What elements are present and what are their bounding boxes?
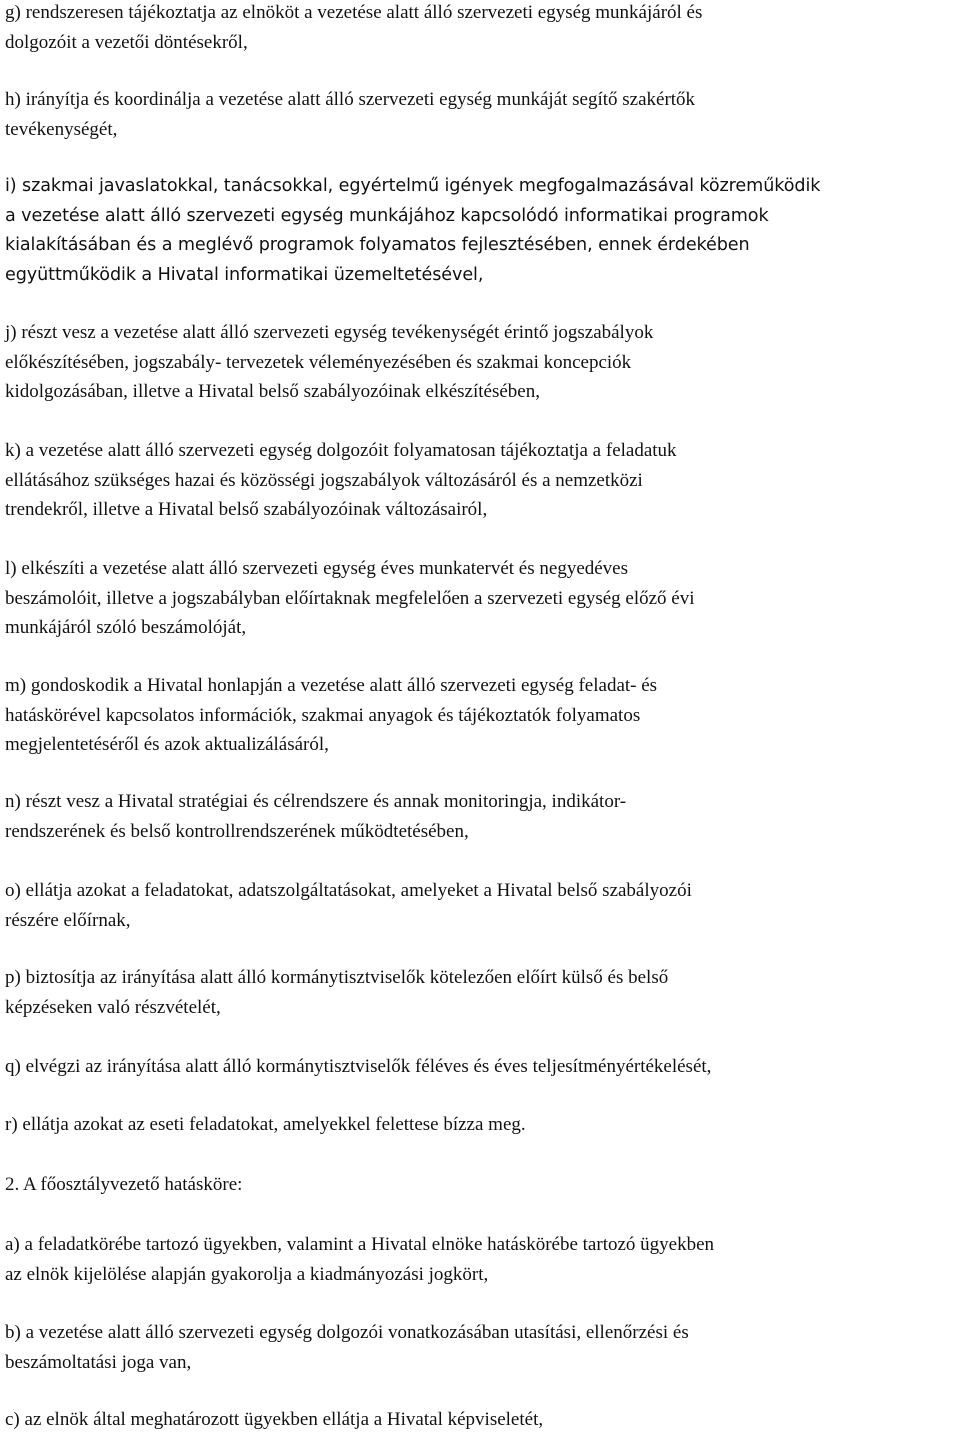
text-line: 2. A főosztályvezető hatásköre: — [5, 1174, 243, 1195]
paragraph-o — [5, 876, 957, 935]
paragraph-q — [5, 1052, 957, 1082]
text-line: k) a vezetése alatt álló szervezeti egység dolgozóit folyamatosan tájékoztatja a feladatuk — [5, 440, 677, 461]
text-line: tevékenységét, — [5, 118, 118, 140]
text-line: beszámoltatási joga van, — [5, 1351, 192, 1373]
paragraph-k — [5, 436, 957, 525]
paragraph-h — [5, 85, 957, 144]
paragraph-2a — [5, 1230, 957, 1289]
paragraph-g — [5, 0, 957, 57]
text-line: l) elkészíti a vezetése alatt álló szervezeti egység éves munkatervét és negyedéves — [5, 558, 629, 579]
text-line: g) rendszeresen tájékoztatja az elnököt a vezetése alatt álló szervezeti egység munkájáról és — [5, 2, 703, 23]
paragraph-m — [5, 671, 957, 760]
text-line: b) a vezetése alatt álló szervezeti egység dolgozói vonatkozásában utasítási, ellenőrzési és — [5, 1322, 689, 1343]
paragraph-l — [5, 554, 957, 643]
text-line: képzéseken való részvételét, — [5, 996, 221, 1018]
text-line: ellátásához szükséges hazai és közösségi jogszabályok változásáról és a nemzetközi — [5, 469, 643, 491]
text-line: h) irányítja és koordinálja a vezetése alatt álló szervezeti egység munkáját segítő szakértők — [5, 89, 696, 110]
text-line: m) gondoskodik a Hivatal honlapján a vezetése alatt álló szervezeti egység feladat- és — [5, 675, 658, 696]
text-line: a) a feladatkörébe tartozó ügyekben, valamint a Hivatal elnöke hatáskörébe tartozó ügyekben — [5, 1234, 715, 1255]
text-line: o) ellátja azokat a feladatokat, adatszolgáltatásokat, amelyeket a Hivatal belső szabályozói — [5, 880, 692, 901]
text-line: kidolgozásában, illetve a Hivatal belső szabályozóinak elkészítésében, — [5, 381, 540, 402]
text-line: a vezetése alatt álló szervezeti egység munkájához kapcsolódó informatikai programok — [5, 205, 769, 226]
text-line: rendszerének és belső kontrollrendszerének működtetésében, — [5, 820, 469, 842]
text-line: trendekről, illetve a Hivatal belső szabályozóinak változásairól, — [5, 499, 488, 520]
text-line: megjelentetéséről és azok aktualizálásáról, — [5, 734, 329, 755]
text-line: j) részt vesz a vezetése alatt álló szervezeti egység tevékenységét érintő jogszabályok — [5, 322, 654, 343]
text-line: részére előírnak, — [5, 909, 131, 931]
paragraph-r — [5, 1110, 957, 1140]
text-line: r) ellátja azokat az eseti feladatokat, amelyekkel felettese bízza meg. — [5, 1114, 526, 1135]
section-heading — [5, 1170, 957, 1200]
text-line: hatáskörével kapcsolatos információk, szakmai anyagok és tájékoztatók folyamatos — [5, 704, 641, 726]
paragraph-p — [5, 963, 957, 1022]
text-line: az elnök kijelölése alapján gyakorolja a kiadmányozási jogkört, — [5, 1263, 489, 1285]
text-line: p) biztosítja az irányítása alatt álló kormánytisztviselők kötelezően előírt külső és belső — [5, 967, 669, 988]
text-line: i) szakmai javaslatokkal, tanácsokkal, egyértelmű igények megfogalmazásával közreműködik — [5, 176, 821, 196]
paragraph-2b — [5, 1318, 957, 1377]
paragraph-i — [5, 172, 957, 290]
text-line: dolgozóit a vezetői döntésekről, — [5, 31, 248, 53]
text-line: munkájáról szóló beszámolóját, — [5, 617, 247, 638]
paragraph-n — [5, 787, 957, 846]
text-line: q) elvégzi az irányítása alatt álló kormánytisztviselők féléves és éves teljesítményértékelését, — [5, 1056, 712, 1077]
text-line: c) az elnök által meghatározott ügyekben ellátja a Hivatal képviseletét, — [5, 1409, 544, 1430]
text-line: beszámolóit, illetve a jogszabályban előírtaknak megfelelően a szervezeti egység előző évi — [5, 587, 695, 609]
text-line: kialakításában és a meglévő programok folyamatos fejlesztésében, ennek érdekében — [5, 235, 750, 255]
text-line: előkészítésében, jogszabály- tervezetek véleményezésében és szakmai koncepciók — [5, 351, 632, 373]
text-line: együttműködik a Hivatal informatikai üzemeltetésével, — [5, 264, 484, 285]
paragraph-2c — [5, 1405, 957, 1435]
text-line: n) részt vesz a Hivatal stratégiai és célrendszere és annak monitoringja, indikátor- — [5, 791, 627, 812]
paragraph-j — [5, 318, 957, 407]
